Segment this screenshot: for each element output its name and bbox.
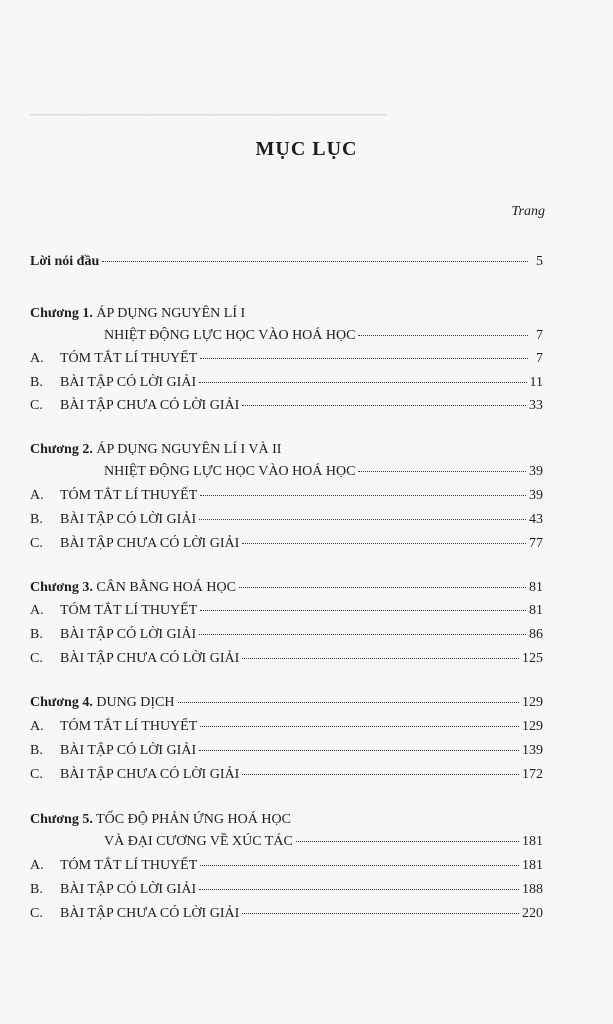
section-letter: C. xyxy=(30,536,43,551)
dot-leader xyxy=(200,494,526,496)
page-number: 81 xyxy=(529,603,543,618)
section-label: BÀI TẬP CHƯA CÓ LỜI GIẢI xyxy=(60,536,240,551)
page-number: 220 xyxy=(522,906,543,921)
section-label: BÀI TẬP CÓ LỜI GIẢI xyxy=(60,512,197,527)
section-letter: A. xyxy=(30,351,44,366)
section-label: TÓM TẮT LÍ THUYẾT xyxy=(60,603,198,618)
chapter-3-heading[interactable] xyxy=(30,580,543,600)
chapter-title-line1: CÂN BẰNG HOÁ HỌC xyxy=(96,580,236,595)
chapter-prefix: Chương 1. xyxy=(30,306,93,321)
chapter-5-heading[interactable] xyxy=(30,812,291,828)
section-letter: A. xyxy=(30,603,44,618)
section-letter: A. xyxy=(30,488,44,503)
toc-entry-3b[interactable] xyxy=(30,627,543,647)
section-letter: B. xyxy=(30,882,43,897)
chapter-title-line1: ÁP DỤNG NGUYÊN LÍ I xyxy=(96,306,246,321)
chapter-prefix: Chương 3. xyxy=(30,580,93,595)
dot-leader xyxy=(242,404,526,406)
dot-leader xyxy=(242,542,526,544)
page-number: 181 xyxy=(522,834,543,849)
chapter-title-line2: NHIỆT ĐỘNG LỰC HỌC VÀO HOÁ HỌC xyxy=(104,464,356,479)
toc-entry-4c[interactable] xyxy=(30,767,543,787)
dot-leader xyxy=(178,701,519,703)
page-column-label: Trang xyxy=(511,204,545,219)
dot-leader xyxy=(242,657,519,659)
section-label: BÀI TẬP CHƯA CÓ LỜI GIẢI xyxy=(60,651,240,666)
chapter-5-title-line2[interactable] xyxy=(30,834,543,854)
toc-entry-3a[interactable] xyxy=(30,603,543,623)
toc-entry-4b[interactable] xyxy=(30,743,543,763)
section-label: TÓM TẮT LÍ THUYẾT xyxy=(60,719,198,734)
toc-entry-2c[interactable] xyxy=(30,536,543,556)
page-number: 86 xyxy=(529,627,543,642)
toc-entry-2b[interactable] xyxy=(30,512,543,532)
section-label: BÀI TẬP CÓ LỜI GIẢI xyxy=(60,627,197,642)
toc-entry-3c[interactable] xyxy=(30,651,543,671)
page-number: 5 xyxy=(536,254,543,269)
toc-entry-4a[interactable] xyxy=(30,719,543,739)
chapter-title-line1: ÁP DỤNG NGUYÊN LÍ I VÀ II xyxy=(96,442,282,457)
chapter-title-line1: DUNG DỊCH xyxy=(96,695,175,710)
dot-leader xyxy=(199,518,526,520)
section-label: BÀI TẬP CÓ LỜI GIẢI xyxy=(60,882,197,897)
page-number: 139 xyxy=(522,743,543,758)
dot-leader xyxy=(199,633,526,635)
page-number: 81 xyxy=(529,580,543,595)
dot-leader xyxy=(199,381,526,383)
section-letter: B. xyxy=(30,743,43,758)
section-letter: C. xyxy=(30,767,43,782)
dot-leader xyxy=(199,888,519,890)
page-number: 39 xyxy=(529,488,543,503)
section-label: BÀI TẬP CÓ LỜI GIẢI xyxy=(60,743,197,758)
page-number: 43 xyxy=(529,512,543,527)
section-label: BÀI TẬP CHƯA CÓ LỜI GIẢI xyxy=(60,767,240,782)
preface-label: Lời nói đầu xyxy=(30,254,100,269)
chapter-prefix: Chương 4. xyxy=(30,695,93,710)
dot-leader xyxy=(242,912,519,914)
dot-leader xyxy=(242,773,519,775)
toc-entry-1a[interactable] xyxy=(30,351,543,371)
section-label: BÀI TẬP CÓ LỜI GIẢI xyxy=(60,375,197,390)
toc-entry-5c[interactable] xyxy=(30,906,543,926)
bleed-through-text: ━━━━━━━━━━━━━━━━━━━━━━━━━━━━━━━━━━━━━━━━━━━━━━━━━━ xyxy=(30,108,387,120)
dot-leader xyxy=(200,725,519,727)
toc-entry-5b[interactable] xyxy=(30,882,543,902)
section-letter: B. xyxy=(30,627,43,642)
chapter-2-title-line2[interactable] xyxy=(30,464,543,484)
page-number: 33 xyxy=(529,398,543,413)
section-letter: A. xyxy=(30,858,44,873)
chapter-prefix: Chương 5. xyxy=(30,812,93,827)
page-number: 7 xyxy=(536,351,543,366)
section-label: TÓM TẮT LÍ THUYẾT xyxy=(60,488,198,503)
dot-leader xyxy=(102,260,528,262)
page-number: 172 xyxy=(522,767,543,782)
dot-leader xyxy=(358,470,526,472)
page-number: 129 xyxy=(522,695,543,710)
dot-leader xyxy=(199,749,519,751)
section-letter: B. xyxy=(30,375,43,390)
section-letter: B. xyxy=(30,512,43,527)
page-number: 125 xyxy=(522,651,543,666)
dot-leader xyxy=(200,357,528,359)
section-letter: A. xyxy=(30,719,44,734)
chapter-1-heading[interactable] xyxy=(30,306,245,322)
chapter-1-title-line2[interactable] xyxy=(30,328,543,348)
dot-leader xyxy=(200,864,519,866)
dot-leader xyxy=(200,609,526,611)
page-number: 129 xyxy=(522,719,543,734)
page-number: 11 xyxy=(529,375,543,390)
toc-entry-5a[interactable] xyxy=(30,858,543,878)
chapter-title-line2: VÀ ĐẠI CƯƠNG VỀ XÚC TÁC xyxy=(104,834,293,849)
section-label: TÓM TẮT LÍ THUYẾT xyxy=(60,351,198,366)
chapter-title-line1: TỐC ĐỘ PHẢN ỨNG HOÁ HỌC xyxy=(96,812,291,827)
dot-leader xyxy=(296,840,519,842)
toc-entry-1c[interactable] xyxy=(30,398,543,418)
page-number: 77 xyxy=(529,536,543,551)
toc-entry-preface[interactable] xyxy=(30,254,543,274)
chapter-title-line2: NHIỆT ĐỘNG LỰC HỌC VÀO HOÁ HỌC xyxy=(104,328,356,343)
section-label: BÀI TẬP CHƯA CÓ LỜI GIẢI xyxy=(60,398,240,413)
toc-entry-2a[interactable] xyxy=(30,488,543,508)
dot-leader xyxy=(358,334,528,336)
toc-entry-1b[interactable] xyxy=(30,375,543,395)
chapter-4-heading[interactable] xyxy=(30,695,543,715)
section-label: BÀI TẬP CHƯA CÓ LỜI GIẢI xyxy=(60,906,240,921)
chapter-2-heading[interactable] xyxy=(30,442,281,458)
page-number: 181 xyxy=(522,858,543,873)
section-letter: C. xyxy=(30,906,43,921)
section-label: TÓM TẮT LÍ THUYẾT xyxy=(60,858,198,873)
section-letter: C. xyxy=(30,398,43,413)
page-number: 7 xyxy=(536,328,543,343)
section-letter: C. xyxy=(30,651,43,666)
dot-leader xyxy=(239,586,526,588)
page-number: 188 xyxy=(522,882,543,897)
page-title: MỤC LỤC xyxy=(255,138,358,160)
chapter-prefix: Chương 2. xyxy=(30,442,93,457)
page-number: 39 xyxy=(529,464,543,479)
